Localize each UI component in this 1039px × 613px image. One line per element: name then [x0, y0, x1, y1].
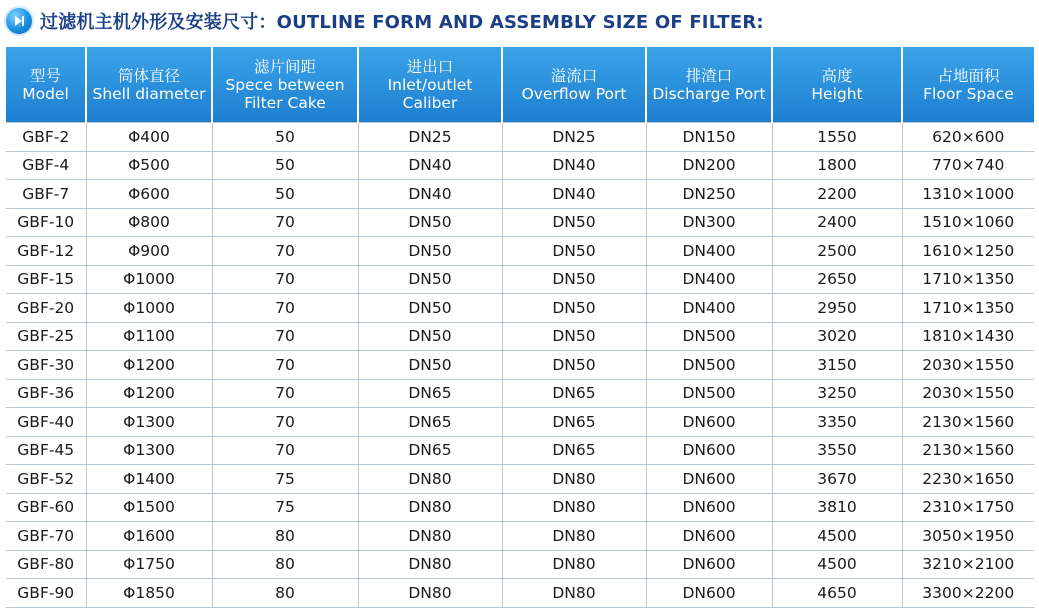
table-row [6, 465, 1034, 494]
column-header [902, 47, 1034, 123]
table-cell: 620×600 [902, 123, 1034, 152]
table-row [6, 550, 1034, 579]
table-cell: DN65 [502, 436, 646, 465]
table-cell: 2230×1650 [902, 465, 1034, 494]
table-row [6, 351, 1034, 380]
header-row [6, 47, 1034, 123]
table-cell: 70 [212, 322, 358, 351]
table-cell: Φ1000 [86, 294, 212, 323]
table-cell: GBF-40 [6, 408, 86, 437]
table-row [6, 180, 1034, 209]
table-cell: 70 [212, 265, 358, 294]
table-cell: Φ1100 [86, 322, 212, 351]
table-row [6, 522, 1034, 551]
table-row [6, 123, 1034, 152]
table-cell: DN80 [502, 550, 646, 579]
table-cell: DN25 [358, 123, 502, 152]
table-cell: DN50 [358, 294, 502, 323]
table-cell: Φ1300 [86, 408, 212, 437]
table-cell: DN300 [646, 208, 772, 237]
table-cell: 70 [212, 237, 358, 266]
table-cell: 3670 [772, 465, 902, 494]
table-cell: DN40 [502, 180, 646, 209]
section-heading [6, 6, 764, 36]
table-cell: Φ1000 [86, 265, 212, 294]
table-cell: 2650 [772, 265, 902, 294]
table-cell: 3550 [772, 436, 902, 465]
table-cell: 50 [212, 123, 358, 152]
table-cell: DN400 [646, 237, 772, 266]
table-cell: 3150 [772, 351, 902, 380]
table-cell: DN80 [358, 579, 502, 608]
table-cell: Φ800 [86, 208, 212, 237]
column-header-en: Filter Cake [244, 93, 326, 112]
table-cell: GBF-80 [6, 550, 86, 579]
table-cell: GBF-90 [6, 579, 86, 608]
table-cell: GBF-25 [6, 322, 86, 351]
column-header-en: Floor Space [923, 84, 1014, 103]
table-cell: DN500 [646, 322, 772, 351]
table-cell: DN50 [358, 208, 502, 237]
table-cell: DN25 [502, 123, 646, 152]
table-cell: DN80 [502, 493, 646, 522]
table-cell: DN40 [358, 151, 502, 180]
table-cell: Φ1300 [86, 436, 212, 465]
table-row [6, 379, 1034, 408]
table-cell: 2030×1550 [902, 379, 1034, 408]
column-header [212, 47, 358, 123]
table-cell: Φ1400 [86, 465, 212, 494]
table-cell: DN65 [502, 408, 646, 437]
column-header-cn: 占地面积 [937, 66, 1000, 85]
table-cell: DN80 [358, 465, 502, 494]
column-header-en: Model [22, 84, 69, 103]
column-header-en: Spece between [225, 75, 345, 94]
table-cell: DN80 [502, 522, 646, 551]
table-cell: DN500 [646, 379, 772, 408]
table-cell: Φ500 [86, 151, 212, 180]
column-header-en: Shell diameter [92, 84, 206, 103]
table-cell: 70 [212, 351, 358, 380]
table-cell: 3020 [772, 322, 902, 351]
column-header-en: Inlet/outlet [387, 75, 473, 94]
table-cell: DN65 [358, 436, 502, 465]
table-cell: 75 [212, 493, 358, 522]
table-cell: DN500 [646, 351, 772, 380]
table-cell: DN80 [358, 493, 502, 522]
table-cell: Φ1600 [86, 522, 212, 551]
table-cell: DN80 [358, 522, 502, 551]
table-row [6, 208, 1034, 237]
table-row [6, 237, 1034, 266]
table-cell: GBF-4 [6, 151, 86, 180]
arrow-right-circle-icon [6, 8, 32, 34]
table-cell: 70 [212, 379, 358, 408]
table-cell: 2400 [772, 208, 902, 237]
table-cell: 1710×1350 [902, 294, 1034, 323]
column-header-cn: 溢流口 [550, 66, 598, 85]
column-header [772, 47, 902, 123]
table-cell: 3250 [772, 379, 902, 408]
table-cell: Φ1200 [86, 351, 212, 380]
table-row [6, 493, 1034, 522]
table-cell: DN50 [358, 322, 502, 351]
table-cell: GBF-10 [6, 208, 86, 237]
table-cell: Φ600 [86, 180, 212, 209]
table-cell: 4650 [772, 579, 902, 608]
column-header-cn: 滤片间距 [253, 57, 316, 76]
column-header-cn: 筒体直径 [117, 66, 180, 85]
table-cell: 2030×1550 [902, 351, 1034, 380]
table-cell: GBF-52 [6, 465, 86, 494]
table-cell: DN50 [502, 322, 646, 351]
table-cell: DN65 [502, 379, 646, 408]
column-header-cn: 排渣口 [685, 66, 733, 85]
table-cell: 2950 [772, 294, 902, 323]
table-cell: GBF-15 [6, 265, 86, 294]
column-header [646, 47, 772, 123]
table-cell: 3210×2100 [902, 550, 1034, 579]
table-cell: DN600 [646, 522, 772, 551]
table-cell: DN80 [358, 550, 502, 579]
table-cell: 75 [212, 465, 358, 494]
table-cell: DN40 [358, 180, 502, 209]
table-cell: 1510×1060 [902, 208, 1034, 237]
column-header [6, 47, 86, 123]
table-cell: DN40 [502, 151, 646, 180]
table-cell: GBF-20 [6, 294, 86, 323]
table-row [6, 436, 1034, 465]
table-cell: 4500 [772, 522, 902, 551]
table-cell: 70 [212, 436, 358, 465]
table-cell: DN600 [646, 579, 772, 608]
table-cell: 50 [212, 151, 358, 180]
table-cell: 70 [212, 408, 358, 437]
table-cell: 2130×1560 [902, 408, 1034, 437]
table-row [6, 579, 1034, 608]
column-header-en: Height [811, 84, 863, 103]
column-header [86, 47, 212, 123]
table-cell: DN50 [358, 351, 502, 380]
table-cell: 1550 [772, 123, 902, 152]
table-cell: 1310×1000 [902, 180, 1034, 209]
table-cell: DN50 [502, 294, 646, 323]
column-header [358, 47, 502, 123]
table-cell: DN400 [646, 294, 772, 323]
table-cell: DN50 [502, 351, 646, 380]
table-cell: DN600 [646, 436, 772, 465]
table-cell: GBF-2 [6, 123, 86, 152]
table-cell: 1610×1250 [902, 237, 1034, 266]
table-cell: 2500 [772, 237, 902, 266]
table-cell: 3050×1950 [902, 522, 1034, 551]
column-header-cn: 进出口 [406, 57, 454, 76]
table-cell: DN65 [358, 379, 502, 408]
table-cell: DN50 [502, 237, 646, 266]
table-cell: GBF-36 [6, 379, 86, 408]
table-cell: Φ900 [86, 237, 212, 266]
table-cell: DN250 [646, 180, 772, 209]
table-cell: DN400 [646, 265, 772, 294]
spec-table [6, 47, 1034, 608]
table-cell: 80 [212, 579, 358, 608]
table-cell: 50 [212, 180, 358, 209]
table-cell: GBF-60 [6, 493, 86, 522]
table-cell: DN80 [502, 579, 646, 608]
table-cell: DN600 [646, 550, 772, 579]
table-cell: 1710×1350 [902, 265, 1034, 294]
table-cell: DN200 [646, 151, 772, 180]
table-cell: DN65 [358, 408, 502, 437]
table-cell: DN150 [646, 123, 772, 152]
table-cell: 80 [212, 522, 358, 551]
table-cell: GBF-70 [6, 522, 86, 551]
table-row [6, 265, 1034, 294]
table-body [6, 123, 1034, 608]
table-cell: 80 [212, 550, 358, 579]
table-cell: 3300×2200 [902, 579, 1034, 608]
table-cell: 2200 [772, 180, 902, 209]
table-cell: Φ1500 [86, 493, 212, 522]
table-row [6, 294, 1034, 323]
table-cell: 2310×1750 [902, 493, 1034, 522]
table-cell: DN50 [502, 208, 646, 237]
table-cell: 770×740 [902, 151, 1034, 180]
table-cell: 70 [212, 208, 358, 237]
table-cell: Φ1850 [86, 579, 212, 608]
table-header [6, 47, 1034, 123]
column-header-cn: 高度 [821, 66, 853, 85]
table-cell: DN50 [358, 265, 502, 294]
table-cell: 3350 [772, 408, 902, 437]
column-header-en: Caliber [402, 93, 458, 112]
table-cell: GBF-30 [6, 351, 86, 380]
table-row [6, 322, 1034, 351]
table-row [6, 151, 1034, 180]
column-header-cn: 型号 [29, 66, 61, 85]
column-header-en: Overflow Port [521, 84, 627, 103]
table-cell: GBF-12 [6, 237, 86, 266]
table-cell: Φ1750 [86, 550, 212, 579]
table-cell: DN50 [358, 237, 502, 266]
table-cell: GBF-45 [6, 436, 86, 465]
column-header-en: Discharge Port [652, 84, 766, 103]
page-title: 过滤机主机外形及安装尺寸：OUTLINE FORM AND ASSEMBLY SIZE OF FILTER: [40, 12, 764, 33]
table-cell: DN50 [502, 265, 646, 294]
table-cell: DN600 [646, 493, 772, 522]
table-cell: DN600 [646, 465, 772, 494]
table-cell: DN600 [646, 408, 772, 437]
column-header [502, 47, 646, 123]
table-cell: DN80 [502, 465, 646, 494]
table-cell: Φ1200 [86, 379, 212, 408]
table-cell: GBF-7 [6, 180, 86, 209]
table-cell: 70 [212, 294, 358, 323]
table-row [6, 408, 1034, 437]
table-cell: 4500 [772, 550, 902, 579]
table-cell: 3810 [772, 493, 902, 522]
table-cell: 1800 [772, 151, 902, 180]
table-cell: 1810×1430 [902, 322, 1034, 351]
table-cell: 2130×1560 [902, 436, 1034, 465]
table-cell: Φ400 [86, 123, 212, 152]
